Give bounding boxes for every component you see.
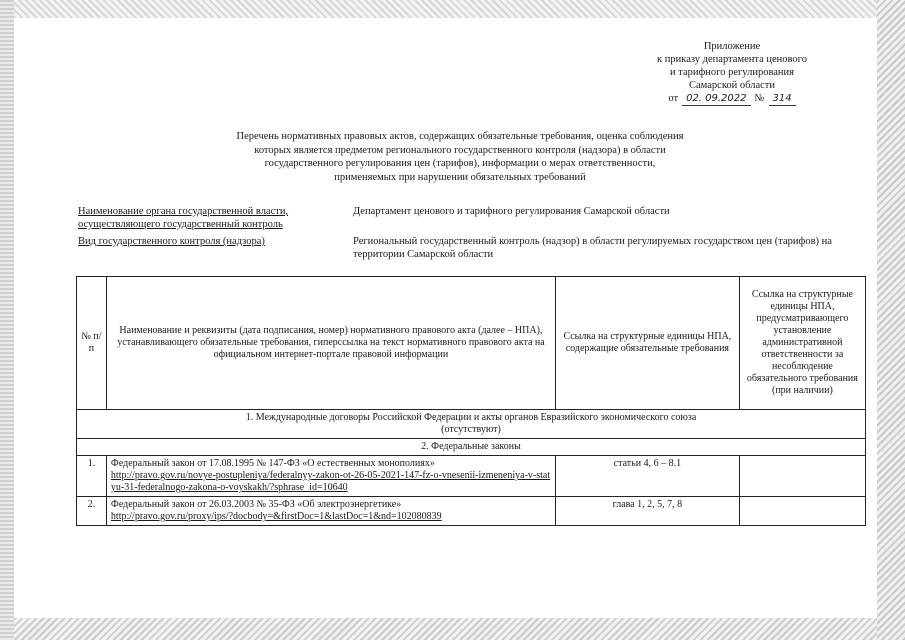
approval-line: Приложение [703,41,761,52]
scan-border-bottom [14,618,877,640]
row-number: 2. [77,497,107,526]
header-num: № п/п [77,277,107,410]
section-title: 2. Федеральные законы [421,441,521,452]
section-title: 1. Международные договоры Российской Федерации и акты органов Евразийского экономического союза [245,412,697,423]
date-prefix: от [668,93,679,104]
control-type-value: Региональный государственный контроль (надзор) в области регулируемых государством цен (тарифов) на территории Самарской области [353,236,832,260]
act-link[interactable]: http://pravo.gov.ru/novye-postupleniya/federalnyy-zakon-ot-26-05-2021-147-fz-o-vnesenii-izmeneniya-v-statyu-31-federalnogo-zakona-o-voyskakh/?sphrase_id=10640 [110,470,551,493]
npa-table [76,276,866,526]
table-row [77,456,866,497]
approval-date-line [627,92,837,106]
authority-row [78,205,858,231]
scan-border-left [0,0,14,640]
authority-label: Наименование органа государственной власти, осуществляющего государственный контроль [78,206,289,230]
row-act [106,497,555,526]
row-number: 1. [77,456,107,497]
section-row [77,410,866,439]
control-type-label: Вид государственного контроля (надзора) [78,236,265,247]
row-ref: статьи 4, 6 – 8.1 [555,456,739,497]
control-type-row [78,235,858,261]
table-row [77,497,866,526]
title-line: Перечень нормативных правовых актов, содержащих обязательные требования, оценка соблюдения [236,131,684,142]
row-responsibility [739,497,865,526]
control-info [78,205,858,265]
section-row [77,439,866,456]
row-responsibility [739,456,865,497]
act-link[interactable]: http://pravo.gov.ru/proxy/ips/?docbody=&firstDoc=1&lastDoc=1&nd=102080839 [110,511,442,522]
title-line: государственного регулирования цен (тарифов), информации о мерах ответственности, [264,158,656,169]
act-title: Федеральный закон от 17.08.1995 № 147-ФЗ «О естественных монополиях» [110,458,435,469]
handwritten-number: 314 [769,92,796,106]
scan-border-right [877,0,905,640]
section-2 [77,439,866,456]
act-title: Федеральный закон от 26.03.2003 № 35-ФЗ «Об электроэнергетике» [110,499,402,510]
row-ref: глава 1, 2, 5, 7, 8 [555,497,739,526]
scan-border-top [14,0,877,18]
number-prefix: № [754,93,765,104]
row-act [106,456,555,497]
authority-value: Департамент ценового и тарифного регулирования Самарской области [353,206,670,217]
header-name: Наименование и реквизиты (дата подписания, номер) нормативного правового акта (далее – НПА), устанавливающего обязательные требования, гиперссылка на текст нормативного правового акта на официальном интернет-портале правовой информации [106,277,555,410]
section-1 [77,410,866,439]
approval-line: и тарифного регулирования [670,67,794,78]
table-header-row [77,277,866,410]
header-ref: Ссылка на структурные единицы НПА, содержащие обязательные требования [555,277,739,410]
title-line: применяемых при нарушении обязательных требований [334,171,586,183]
approval-line: Самарской области [689,80,775,91]
approval-block [627,40,837,106]
title-line: которых является предметом регионального государственного контроля (надзора) в области [254,144,666,156]
document-title [150,130,770,184]
handwritten-date: 02. 09.2022 [682,92,750,106]
section-note: (отсутствуют) [441,424,501,435]
header-responsibility: Ссылка на структурные единицы НПА, предусматривающего установление административной ответственности за несоблюдение обязательного требования (при наличии) [739,277,865,410]
approval-line: к приказу департамента ценового [657,54,807,65]
